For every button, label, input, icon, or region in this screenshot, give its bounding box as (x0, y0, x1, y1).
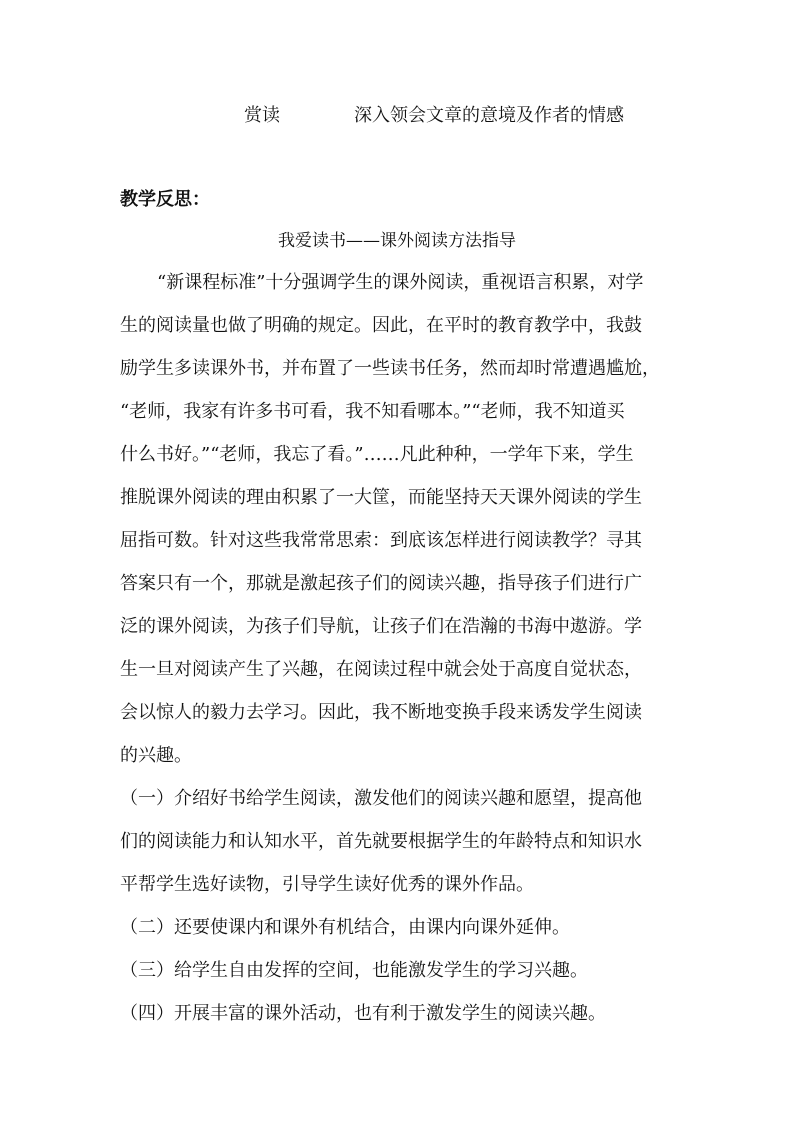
paragraph-line: 励学生多读课外书，并布置了一些读书任务，然而却时常遭遇尴尬， (120, 358, 660, 379)
paragraph-line: 泛的课外阅读，为孩子们导航，让孩子们在浩瀚的书海中遨游。学 (120, 616, 642, 637)
paragraph-line: 生一旦对阅读产生了兴趣，在阅读过程中就会处于高度自觉状态， (120, 659, 642, 680)
list-item-line: （三）给学生自由发挥的空间，也能激发学生的学习兴趣。 (120, 960, 588, 981)
header-right-label: 深入领会文章的意境及作者的情感 (354, 105, 624, 126)
list-item-line: （二）还要使课内和课外有机结合，由课内向课外延伸。 (120, 917, 570, 938)
list-item-line: 平帮学生选好读物，引导学生读好优秀的课外作品。 (120, 874, 534, 895)
paragraph-line: 答案只有一个，那就是激起孩子们的阅读兴趣，指导孩子们进行广 (120, 573, 642, 594)
paragraph-line: 屈指可数。针对这些我常常思索：到底该怎样进行阅读教学？寻其 (120, 530, 642, 551)
paragraph-line: “新课程标准”十分强调学生的课外阅读，重视语言积累，对学 (157, 272, 644, 293)
paragraph-line: 生的阅读量也做了明确的规定。因此，在平时的教育教学中，我鼓 (120, 315, 642, 336)
paragraph-line: “老师，我家有许多书可看，我不知看哪本。”“老师，我不知道买 (120, 401, 625, 422)
list-item-line: （四）开展丰富的课外活动，也有利于激发学生的阅读兴趣。 (120, 1003, 606, 1024)
paragraph-line: 的兴趣。 (120, 745, 192, 766)
paragraph-line: 会以惊人的毅力去学习。因此，我不断地变换手段来诱发学生阅读 (120, 702, 642, 723)
list-item-line: 们的阅读能力和认知水平，首先就要根据学生的年龄特点和知识水 (120, 831, 642, 852)
paragraph-line: 什么书好。”“老师，我忘了看。”……凡此种种，一学年下来，学生 (120, 444, 634, 465)
paragraph-line: 推脱课外阅读的理由积累了一大筐，而能坚持天天课外阅读的学生 (120, 487, 642, 508)
section-heading: 教学反思： (120, 189, 210, 210)
list-item-line: （一）介绍好书给学生阅读，激发他们的阅读兴趣和愿望，提高他 (120, 788, 642, 809)
header-left-label: 赏读 (244, 105, 280, 126)
article-title: 我爱读书——课外阅读方法指导 (278, 231, 516, 251)
